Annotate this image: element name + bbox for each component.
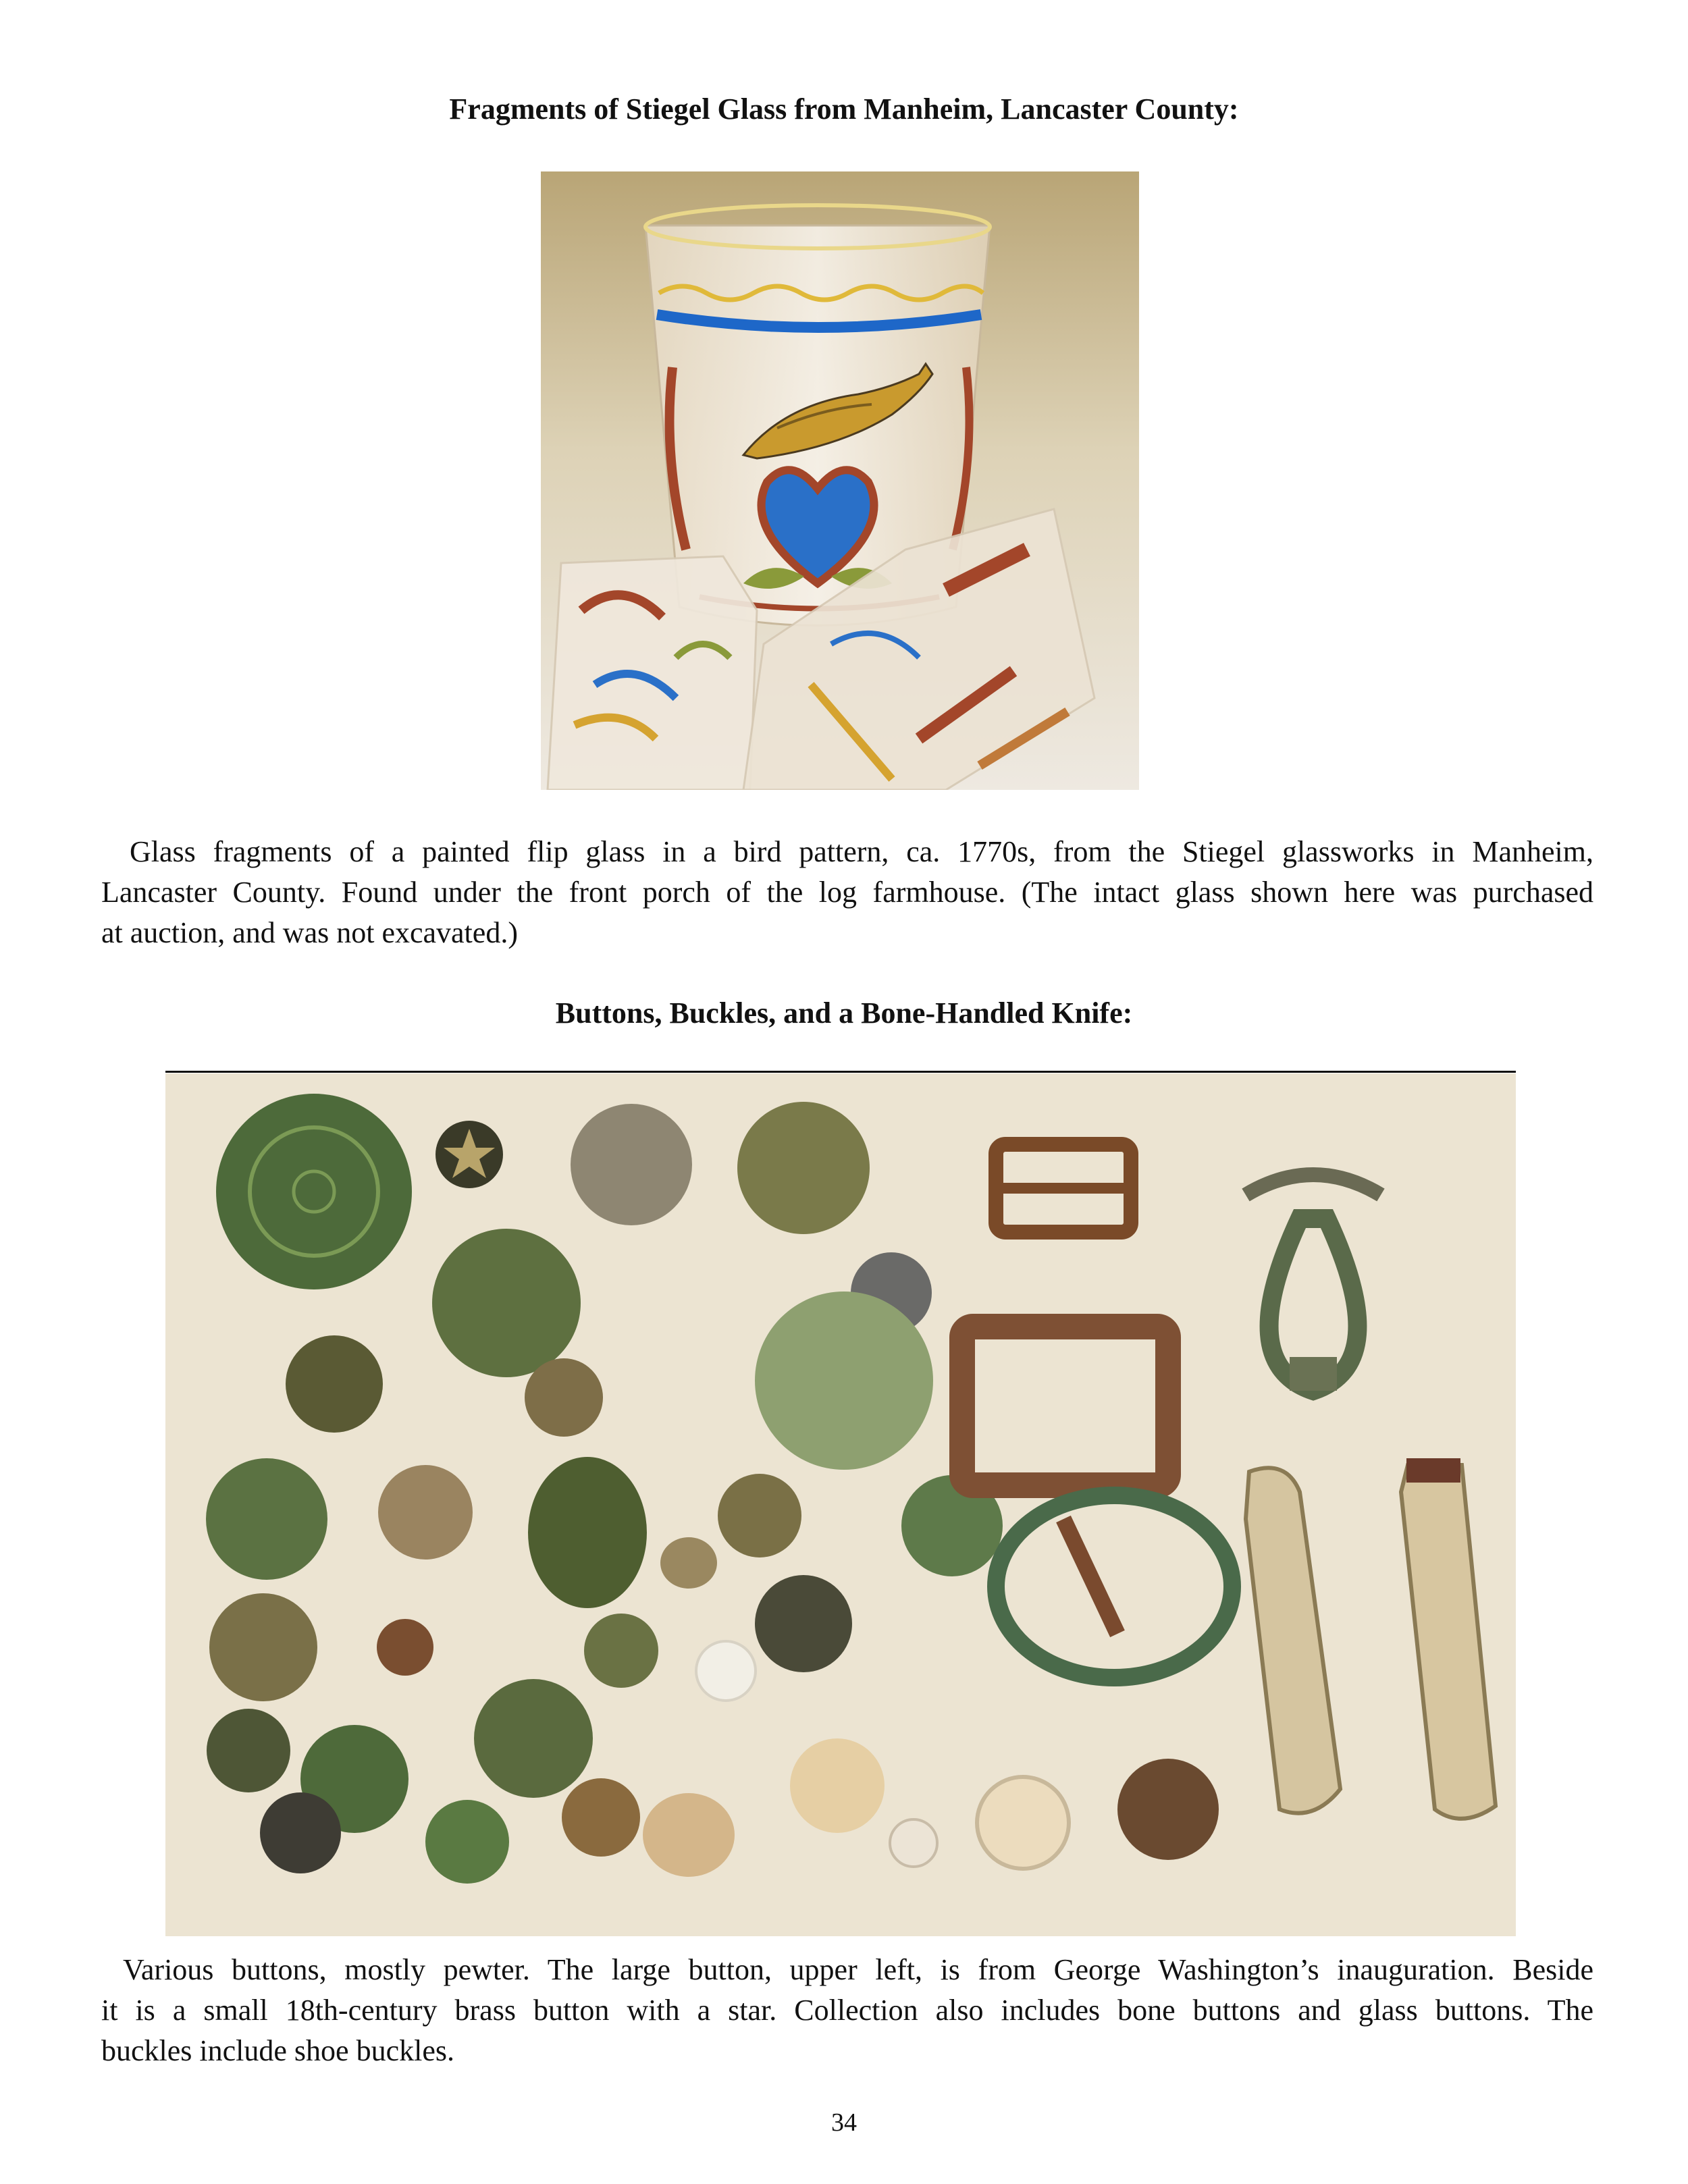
stiegel-glass-image	[541, 171, 1139, 790]
caption-line: Lancaster County. Found under the front porch of the log farmhouse. (The intact glass shown here was purchased	[101, 876, 1593, 909]
caption-line: buckles include shoe buckles.	[101, 2034, 454, 2067]
buttons-buckles-photo	[165, 1073, 1516, 1936]
caption-line: Various buttons, mostly pewter. The large button, upper left, is from George Washington’s inauguration. Beside	[123, 1953, 1593, 1986]
buttons-buckles-image	[165, 1073, 1516, 1936]
caption-line: it is a small 18th-century brass button with a star. Collection also includes bone buttons and glass buttons. The	[101, 1994, 1593, 2027]
buttons-section-heading: Buttons, Buckles, and a Bone-Handled Knife:	[555, 996, 1133, 1030]
glass-section-heading: Fragments of Stiegel Glass from Manheim, Lancaster County:	[449, 92, 1239, 126]
section-divider	[165, 1071, 1516, 1073]
page-number: 34	[831, 2108, 857, 2137]
glass-section-caption	[101, 832, 1593, 953]
stiegel-glass-photo	[541, 171, 1139, 790]
caption-line: at auction, and was not excavated.)	[101, 916, 518, 949]
buttons-section-caption	[101, 1950, 1593, 2071]
caption-line: Glass fragments of a painted flip glass in a bird pattern, ca. 1770s, from the Stiegel glassworks in Manheim,	[130, 835, 1593, 868]
